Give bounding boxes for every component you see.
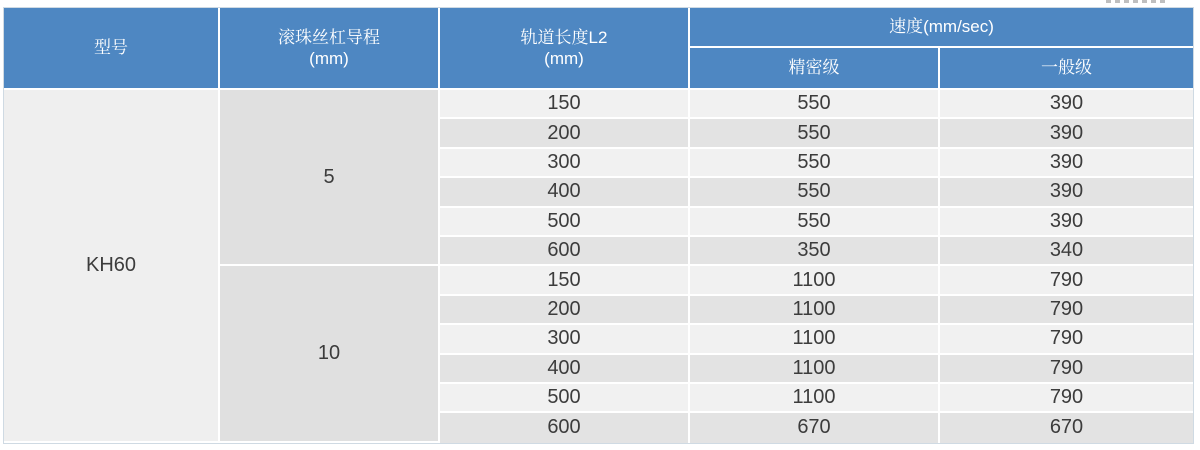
cell-model: KH60 [4,90,220,443]
cell-general: 390 [940,90,1193,119]
header-general-grade: 一般级 [940,48,1193,90]
header-row-top [4,8,1193,48]
cell-general: 790 [940,325,1193,354]
header-lead-line1: 滚珠丝杠导程 [278,27,380,47]
cell-precision: 550 [690,178,940,207]
table-header [4,8,1193,90]
cell-lead-5: 5 [220,90,440,266]
header-model: 型号 [4,8,220,90]
header-speed: 速度(mm/sec) [690,8,1193,48]
cell-l2: 400 [440,355,690,384]
cell-general: 790 [940,384,1193,413]
cell-precision: 550 [690,149,940,178]
cell-precision: 1100 [690,355,940,384]
spec-table [4,8,1193,443]
cell-precision: 1100 [690,384,940,413]
header-lead-line2: (mm) [309,49,349,68]
header-track-length [440,8,690,90]
cell-general: 790 [940,266,1193,295]
cell-general: 790 [940,296,1193,325]
cell-l2: 300 [440,149,690,178]
header-track-line1: 轨道长度L2 [520,27,608,47]
cell-l2: 400 [440,178,690,207]
cell-l2: 500 [440,208,690,237]
cell-general: 390 [940,149,1193,178]
cell-precision: 670 [690,413,940,442]
cell-general: 390 [940,119,1193,148]
clipped-text-fragment [1106,0,1168,3]
cell-precision: 350 [690,237,940,266]
cell-precision: 550 [690,208,940,237]
cell-general: 790 [940,355,1193,384]
cell-l2: 200 [440,296,690,325]
spec-table-container [3,7,1194,444]
header-track-line2: (mm) [544,49,584,68]
cell-l2: 150 [440,266,690,295]
cell-l2: 200 [440,119,690,148]
cell-general: 340 [940,237,1193,266]
cell-general: 390 [940,208,1193,237]
cell-precision: 1100 [690,296,940,325]
cell-general: 390 [940,178,1193,207]
cell-precision: 1100 [690,266,940,295]
cell-l2: 150 [440,90,690,119]
cell-precision: 1100 [690,325,940,354]
cell-l2: 500 [440,384,690,413]
table-body [4,90,1193,443]
header-lead [220,8,440,90]
cell-l2: 600 [440,237,690,266]
cell-general: 670 [940,413,1193,442]
cell-l2: 600 [440,413,690,442]
cell-precision: 550 [690,119,940,148]
table-row [4,90,1193,119]
cell-precision: 550 [690,90,940,119]
header-precision-grade: 精密级 [690,48,940,90]
cell-l2: 300 [440,325,690,354]
cell-lead-10: 10 [220,266,440,442]
